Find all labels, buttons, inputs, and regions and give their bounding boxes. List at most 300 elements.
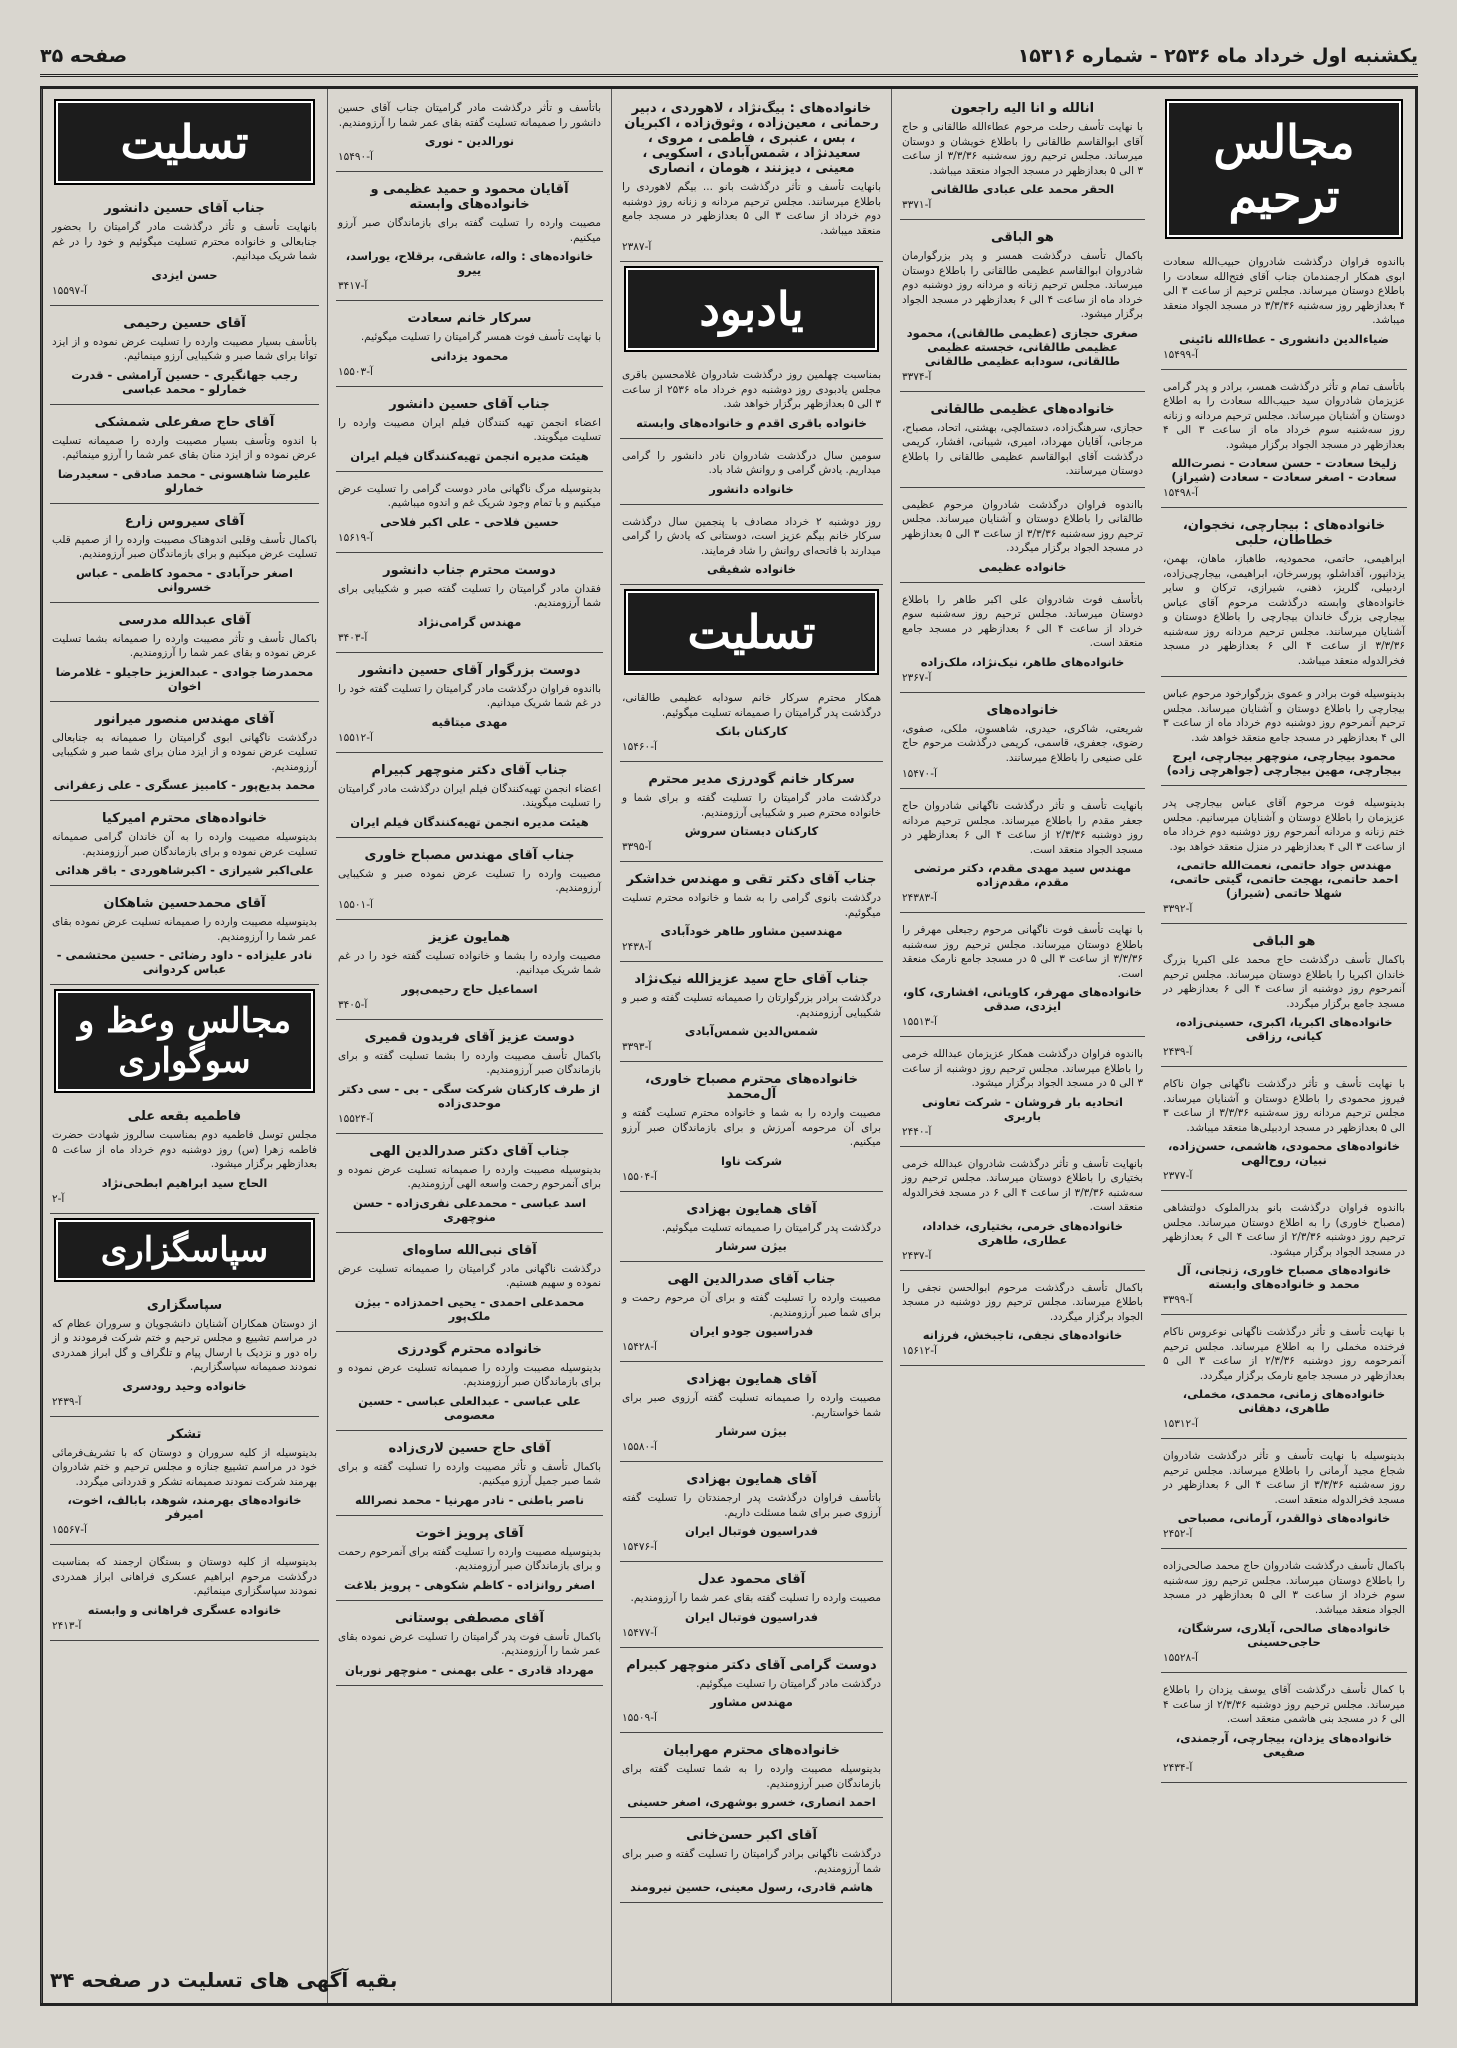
notice-text: بانهایت تأسف و تأثر درگذشت ناگهانی شادروان حاج جعفر مقدم را باطلاع میرساند. مجلس ترحیم مردانه روز دوشنبه ۲/۳/۳۶ از ساعت ۴ الی ۶ بعدازظهر در مسجد الجواد منعقد است. xyxy=(902,800,1143,856)
notice-code: آ-۱۵۵۱۳ xyxy=(902,1016,937,1028)
notice-heading: جناب آقای مهندس مصباح خاوری xyxy=(364,847,575,863)
notice-item xyxy=(900,587,1145,693)
notice-heading: آقای همایون بهزادی xyxy=(686,1372,817,1387)
notice-item xyxy=(50,310,319,405)
notice-text: باتأسف تمام و تأثر درگذشت همسر، برادر و پدر گرامی عزیزمان شادروان سید حبیب‌الله سعادت را به اطلاع دوستان و آشنایان میرساند. مجلس ترحیم مردانه و زنانه روز سه‌شنبه سوم خرداد ماه از ساعت ۳ الی ۴ بعدازظهر در مسجد الجواد برگزار میشود. xyxy=(1163,380,1405,451)
column-4 xyxy=(327,89,611,2003)
notice-code: آ-۳۴۱۷ xyxy=(338,280,368,292)
banner-tasliat-center: تسلیت xyxy=(624,589,879,675)
notice-item xyxy=(620,766,883,862)
notice-text: بدینوسیله مصیبت وارده را صمیمانه تسلیت عرض نموده و برای بازماندگان صبر آرزومندیم. xyxy=(338,1361,601,1388)
notice-text: مصیبت وارده را تسلیت گفته برای بازماندگان صبر آرزو میکنیم. xyxy=(338,217,601,244)
notice-heading: سرکار خانم گودرزی مدیر محترم xyxy=(648,772,855,787)
notice-item xyxy=(50,890,319,985)
banner-sepasgozari: سپاسگزاری xyxy=(54,1218,315,1282)
notice-signature: محمد بدیع‌پور - کامبیز عسگری - علی زعفرانی xyxy=(53,778,316,792)
notice-heading: آقای محمدحسین شاهکان xyxy=(103,896,266,911)
notice-text: بااندوه فراوان درگذشت بانو بدرالملوک دولتشاهی (مصباح خاوری) را به اطلاع دوستان میرساند. مجلس ترحیم روز دوشنبه ۲/۳/۳۶ از ساعت ۴ الی ۶ بعدازظهر در مسجد الجواد برگزار میشود. xyxy=(1163,1202,1405,1258)
notice-text: درگذشت بانوی گرامی را به شما و خانواده محترم تسلیت میگوئیم. xyxy=(622,892,881,919)
notice-item xyxy=(1161,249,1407,370)
notice-code: آ-۲۳۷۷ xyxy=(1163,1170,1193,1182)
notice-item xyxy=(900,1151,1145,1271)
notices-col5b xyxy=(50,1103,319,1214)
notice-item xyxy=(50,1549,319,1641)
notice-code: آ-۳۳۷۱ xyxy=(902,199,932,211)
notice-item xyxy=(336,1435,603,1516)
notice-text: مصیبت وارده را تسلیت عرض نموده صبر و شکیبایی آرزومندیم. xyxy=(338,867,601,894)
notice-text: بدینوسیله مصیبت وارده را صمیمانه تسلیت عرض نموده بقای عمر شما را آرزومندیم. xyxy=(52,916,317,943)
notice-item xyxy=(900,492,1145,583)
notice-item xyxy=(336,1605,603,1686)
notice-heading: آقای سیروس زارع xyxy=(124,513,245,529)
notice-text: درگذشت مادر گرامیتان را تسلیت میگوئیم. xyxy=(696,1677,881,1690)
notice-item xyxy=(1161,1071,1407,1191)
column-3 xyxy=(611,89,891,2003)
notice-signature: خانواده‌های نجفی، تاجبخش، فرزانه xyxy=(922,1328,1123,1342)
notice-heading: هو الباقی xyxy=(991,230,1054,245)
notice-text: حجازی، سرهنگ‌زاده، دستمالچی، بهشتی، اتحاد، مصباح، مرجانی، آقایان مهرداد، امیری، شیبانی، افشار، کریمی درگذشت آقای ابوالقاسم عظیمی طالقانی را باطلاع دوستان میرسانند. xyxy=(902,421,1143,477)
notice-text: با نهایت تأسف فوت همسر گرامیتان را تسلیت میگوئیم. xyxy=(360,331,601,343)
notice-item xyxy=(336,924,603,1020)
notice-item xyxy=(336,842,603,920)
notice-text: با نهایت تأسف و تأثر درگذشت ناگهانی جوان ناکام فیروز محمودی را باطلاع دوستان و آشنایان میرساند. مجلس ترحیم مردانه روز سه‌شنبه ۳/۳/۳۶ از ساعت ۳ الی ۵ بعدازظهر در مسجد اردبیلی‌ها منعقد میباشد. xyxy=(1163,1078,1405,1134)
notice-heading: آقای مصطفی بوستانی xyxy=(395,1610,544,1626)
notice-signature: ناصر باطنی - نادر مهرنیا - محمد نصرالله xyxy=(354,1492,585,1507)
notice-text: از دوستان همکاران آشنایان دانشجویان و سروران عظام که در مراسم تشییع و مجلس ترحیم و ختم شرکت فرمودند و از راه دور و نزدیک با ارسال پیام و تلگراف و گل ابراز همدردی نمودند صمیمانه سپاسگزاریم. xyxy=(52,1317,317,1373)
notice-signature: اسماعیل حاج رحیمی‌پور xyxy=(401,981,538,996)
notice-item xyxy=(620,1652,883,1734)
notice-signature: هیئت مدیره انجمن تهیه‌کنندگان فیلم ایران xyxy=(350,814,589,829)
notice-text: بدینوسیله مرگ ناگهانی مادر دوست گرامی را تسلیت عرض میکنیم و با تمام وجود شریک غم و اندوه میباشیم. xyxy=(338,482,601,509)
notice-text: با نهایت تأسف رحلت مرحوم عطاء‌الله طالقانی و حاج آقای ابوالقاسم طالقانی را باطلاع خویشان و دوستان میرساند. مجلس ترحیم روز سه‌شنبه ۳/۳/۳۶ از ساعت ۳ الی ۵ بعدازظهر در مسجد الجواد منعقد میباشد. xyxy=(902,121,1143,177)
notice-code: آ-۱۵۵۲۸ xyxy=(1163,1652,1198,1664)
notice-item xyxy=(336,95,603,172)
notice-item xyxy=(620,1466,883,1562)
notice-heading: جناب آقای دکتر منوچهر کبیرام xyxy=(371,762,568,778)
banner-yadbood: یادبود xyxy=(624,266,879,352)
notice-code: آ-۱۵۶۱۹ xyxy=(338,531,373,544)
notice-code: آ-۱۵۵۶۷ xyxy=(52,1524,87,1536)
notice-signature: اصغر حرآبادی - محمود کاظمی - عباس خسروانی xyxy=(76,565,293,594)
notice-signature: خانواده دانشور xyxy=(709,481,794,496)
notice-text: فقدان مادر گرامیتان را تسلیت گفته صبر و شکیبایی برای شما آرزومندیم. xyxy=(338,582,601,609)
notice-text: بدینوسیله مصیبت وارده را تسلیت گفته برای آنمرحوم رحمت و برای بازماندگان صبر آرزومندیم. xyxy=(338,1545,601,1572)
notice-code: آ-۱۵۴۹۹ xyxy=(1163,348,1198,361)
page-number: صفحه ۳۵ xyxy=(40,45,128,67)
notice-heading: دوست گرامی آقای دکتر منوچهر کبیرام xyxy=(626,1657,877,1673)
notice-item xyxy=(336,557,603,653)
notice-item xyxy=(336,1138,603,1233)
notice-signature: خانواده باقری اقدم و خانواده‌های وابسته xyxy=(636,415,867,430)
notice-signature: الحاج سید ابراهیم ابطحی‌نژاد xyxy=(101,1175,268,1190)
notice-text: باکمال تأسف درگذشت حاج محمد علی اکبریا بزرگ خاندان اکبریا را باطلاع دوستان میرساند. مجلس ترحیم آنمرحوم روز دوشنبه از ساعت ۴ الی ۶ بعدازظهر در مسجد جامع برگزار میگردد. xyxy=(1163,954,1406,1010)
notice-signature: محمدرضا جوادی - عبدالعزیز حاجیلو - غلامرضا اخوان xyxy=(55,664,314,693)
notice-heading: خانواده‌های عظیمی طالقانی xyxy=(930,401,1115,417)
notice-heading: آقای حاج صفرعلی شمشکی xyxy=(94,414,275,430)
notice-text: مجلس توسل فاطمیه دوم بمناسبت سالروز شهادت حضرت فاطمه زهرا (س) روز دوشنبه دوم خرداد ماه از ساعت ۵ بعدازظهر برگزار میشود. xyxy=(52,1129,317,1170)
notice-heading: دوست بزرگوار آقای حسین دانشور xyxy=(358,662,581,678)
notice-heading: دوست عزیز آقای فریدون قمیری xyxy=(364,1029,575,1045)
banner-tasliat-left: تسلیت xyxy=(54,99,315,185)
notice-text: باکمال تأسف درگذشت همسر و پدر بزرگوارمان شادروان ابوالقاسم عظیمی طالقانی را باطلاع دوستان میرساند. مجلس ترحیم زنانه و مردانه روز دوشنبه دوم خرداد ماه از ساعت ۴ الی ۶ بعدازظهر در مسجد الجواد برگزار میشود. xyxy=(902,250,1143,320)
notice-text: بدینوسیله فوت برادر و عموی بزرگوارخود مرحوم عباس بیجارچی را باطلاع دوستان و آشنایان میرساند. مجلس ترحیم آنمرحوم روز دوشنبه دوم خرداد ماه از ساعت ۳ الی ۴ بعدازظهر در مسجد جامع منعقد خواهد شد. xyxy=(1163,688,1405,744)
notice-signature: مهندس جواد حاتمی، نعمت‌الله حاتمی، احمد حاتمی، بهجت حاتمی، گیتی حاتمی، شهلا حاتمی (شیراز) xyxy=(1169,858,1399,900)
notice-item xyxy=(620,1066,883,1192)
notice-signature: محمدعلی احمدی - یحیی احمدزاده - بیژن ملک‌پور xyxy=(354,1294,585,1323)
notice-item xyxy=(50,805,319,886)
notice-signature: فدراسیون فوتبال ایران xyxy=(685,1609,818,1624)
notice-code: آ-۱۵۵۲۴ xyxy=(338,1112,373,1125)
notice-text: سومین سال درگذشت شادروان نادر دانشور را گرامی میداریم. یادش گرامی و روانش شاد باد. xyxy=(622,449,881,476)
notice-heading: خانواده‌های محترم مهرابیان xyxy=(663,1743,840,1758)
notice-code: آ-۲۴۳۹ xyxy=(52,1395,82,1408)
notice-item xyxy=(1161,928,1407,1067)
notice-item xyxy=(50,1421,319,1546)
notice-text: بدینوسیله با نهایت تأسف و تأثر درگذشت شادروان شجاع مجید آرمانی را باطلاع میرساند. مجلس ترحیم روز سه‌شنبه ۳/۳/۳۶ از ساعت ۴ الی ۶ بعدازظهر در مسجد فخرالدوله منعقد است. xyxy=(1163,1450,1406,1506)
notice-signature: خانواده عسگری فراهانی و وابسته xyxy=(87,1602,282,1617)
notice-text: باکمال تأسف فوت پدر گرامیتان را تسلیت عرض نموده بقای عمر شما را آرزومندیم. xyxy=(338,1630,601,1657)
notice-text: ابراهیمی، حاتمی، محمودیه، طاهباز، ماهان، بهمن، یزدانپور، آقداشلو، پورسرخان، ابراهیمی، بیجارچی‌زاده، اردبیلی، گلریز، ذهنی، شیرازی، ترکان و سایر خانواده‌های وابسته درگذشت مرحوم آقای عباس بیجارچی بزرگ خاندان بیجارچی را باطلاع دوستان و آشنایان میرسانند. مجلس ترحیم مردانه روز سه‌شنبه ۳/۳/۳۶ از ساعت ۴ الی ۶ بعدازظهر در مسجد فخرالدوله منعقد میباشد. xyxy=(1163,553,1405,667)
notice-item xyxy=(900,697,1145,790)
notice-text: باکمال تأسف مصیبت وارده را بشما تسلیت گفته و برای بازماندگان صبر آرزومندیم. xyxy=(338,1049,601,1076)
notice-item xyxy=(336,176,603,301)
notice-text: بااندوه فراوان درگذشت شادروان حبیب‌الله سعادت ابوی همکار ارجمندمان جناب آقای فتح‌الله سعادت را باطلاع دوستان میرساند. مجلس ترحیم از ساعت ۳ الی ۴ بعدازظهر روز سه‌شنبه ۳/۳/۳۶ در مسجد الجواد منعقد میباشد. xyxy=(1163,256,1405,326)
notice-text: با نهایت تأسف و تأثر درگذشت ناگهانی نوعروس ناکام فرخنده مخملی را به اطلاع میرساند. مجلس ترحیم آنمرحومه روز دوشنبه ۲/۳/۳۶ از ساعت ۳ الی ۵ بعدازظهر در مسجد جامع نارمک برگزار میگردد. xyxy=(1163,1326,1406,1382)
notice-code: آ-۲۴۱۳ xyxy=(52,1619,82,1632)
notice-heading: خانواده‌های محترم امیرکیا xyxy=(102,811,267,826)
notice-item xyxy=(900,95,1145,220)
notices-col2 xyxy=(900,95,1145,1366)
notice-code: آ-۱۵۵۰۴ xyxy=(622,1170,657,1183)
notice-signature: مهندس سید مهدی مقدم، دکتر مرتضی مقدم، مقدم‌زاده xyxy=(913,861,1132,889)
notice-heading: آقای عبدالله مدرسی xyxy=(118,612,251,628)
notice-signature: محمود یزدانی xyxy=(430,348,509,363)
notice-text: باکمال تأسف و تأثر مصیبت وارده را صمیمانه بشما تسلیت عرض نموده و بقای عمر شما را آرزومندیم. xyxy=(52,632,317,659)
notice-code: آ-۱۵۴۹۰ xyxy=(338,151,373,163)
notice-item xyxy=(620,509,883,586)
notice-heading: آقای همایون بهزادی xyxy=(686,1472,817,1487)
notice-signature: خانواده‌های زمانی، محمدی، مخملی، طاهری، دهقانی xyxy=(1182,1387,1386,1415)
notice-code: آ-۱۵۵۹۷ xyxy=(52,284,87,297)
notice-signature: خانواده‌های صالحی، آیلاری، سرشگان، حاجی‌حسینی xyxy=(1177,1621,1391,1649)
notice-code: آ-۲۴۳۸ xyxy=(622,941,652,953)
notice-text: با اندوه وتأسف بسیار مصیبت وارده را صمیمانه تسلیت عرض نموده و از ایزد منان بقای عمر شما را آرزو مینمائیم. xyxy=(52,434,317,461)
notice-heading: سرکار خانم سعادت xyxy=(407,311,532,326)
notice-signature: بیژن سرشار xyxy=(716,1424,787,1438)
banner-majales-vaz: مجالس وعظ و سوگواری xyxy=(54,989,315,1093)
notice-item xyxy=(620,1196,883,1263)
notice-item xyxy=(336,1237,603,1332)
notice-signature: خانواده شفیقی xyxy=(707,562,796,576)
notice-heading: آقای حاج حسین لاری‌زاده xyxy=(388,1440,551,1456)
notice-heading: خانواده‌های : بیگ‌نژاد ، لاهوردی ، دبیر رحمانی ، معین‌زاده ، وثوق‌زاده ، اکبریان ، بس ، عنبری ، فاطمی ، مروی ، سعیدنژاد ، شمس‌آبادی ، اسکویی ، معینی ، دیزنند ، هومان ، انصاری xyxy=(624,101,879,176)
notice-heading: سپاسگزاری xyxy=(146,1297,223,1313)
notice-signature: حسن ایزدی xyxy=(151,267,218,282)
notice-item xyxy=(620,1366,883,1462)
notice-item xyxy=(900,917,1145,1037)
notice-signature: الحقر محمد علی عبادی طالقانی xyxy=(930,182,1115,196)
column-5 xyxy=(41,89,327,2003)
notices-col5c xyxy=(50,1292,319,1641)
notices-col3b xyxy=(620,362,883,585)
notice-text: باکمال تأسف درگذشت شادروان حاج محمد صالحی‌زاده را باطلاع دوستان میرساند. مجلس ترحیم روز سه‌شنبه سوم خرداد از ساعت ۳ الی ۵ بعدازظهر در مسجد الجواد منعقد میباشد. xyxy=(1163,1560,1406,1616)
notice-heading: خانواده‌های محترم مصباح خاوری، آل‌محمد xyxy=(645,1072,858,1102)
notice-signature: مهرداد قادری - علی بهمنی - منوچهر نوربان xyxy=(345,1662,594,1677)
notice-heading: جناب آقای دکتر صدرالدین الهی xyxy=(369,1143,570,1159)
notice-item xyxy=(50,1103,319,1214)
notice-text: بدینوسیله از کلیه دوستان و بستگان ارجمند که بمناسبت درگذشت مرحوم ابراهیم عسکری فراهانی ابراز همدردی نمودند سپاسگزاری مینمائیم. xyxy=(52,1556,317,1597)
notice-text: بااندوه فراوان درگذشت همکار عزیزمان عبدالله خرمی را باطلاع میرساند. مجلس ترحیم روز دوشنبه از ساعت ۳ الی ۵ در مسجد الجواد برگزار میشود. xyxy=(902,1048,1143,1089)
notice-heading: انالله و انا الیه راجعون xyxy=(950,101,1095,116)
notice-signature: کارکنان بانک xyxy=(715,724,788,738)
notice-text: بدینوسیله مصیبت وارده را صمیمانه تسلیت عرض نموده و برای آنمرحوم رحمت واسعه الهی آرزومندیم. xyxy=(338,1163,601,1190)
notice-signature: از طرف کارکنان شرکت سگی - بی - سی دکتر موحدی‌زاده xyxy=(339,1081,600,1110)
notice-signature: اصغر روانزاده - کاظم شکوهی - پرویز بلاغت xyxy=(344,1577,595,1592)
notice-heading: آقای اکبر حسن‌خانی xyxy=(686,1828,817,1843)
notice-text: درگذشت مادر گرامیتان را تسلیت گفته و برای شما و خانواده محترم صبر و شکیبایی آرزومندیم. xyxy=(622,792,881,819)
notice-heading: خانواده‌های xyxy=(986,702,1059,718)
notice-text: اعضاء انجمن تهیه‌کنندگان فیلم ایران درگذشت مادر گرامیتان را تسلیت میگویند. xyxy=(338,782,601,809)
notice-item xyxy=(900,396,1145,488)
notice-code: آ-۳۳۹۲ xyxy=(1163,903,1193,915)
notice-heading: آقای همایون بهزادی xyxy=(686,1201,817,1217)
notice-code: آ-۲۳۸۷ xyxy=(622,241,652,253)
notice-code: آ-۲۴۳۴ xyxy=(1163,1761,1193,1774)
notice-code: آ-۱۵۴۷۰ xyxy=(902,768,937,780)
notice-signature: محمود بیجارچی، منوچهر بیجارچی، ایرج بیجارچی، مهین بیجارچی (جواهرچی زاده) xyxy=(1166,749,1402,777)
notice-code: آ-۳۴۰۵ xyxy=(338,998,368,1011)
notice-signature: علیرضا شاهسونی - محمد صادقی - سعیدرضا خمارلو xyxy=(57,466,312,495)
notice-code: آ-۲۴۳۷ xyxy=(902,1249,932,1262)
notice-text: مصیبت وارده را تسلیت گفته و برای آن مرحوم رحمت و برای شما صبر آرزومندیم. xyxy=(622,1292,881,1319)
notice-code: آ-۱۵۴۲۸ xyxy=(622,1341,657,1353)
notice-item xyxy=(1161,1677,1407,1783)
page-frame xyxy=(40,86,1418,2006)
notice-signature: خانواده‌های بهرمند، شوهد، بابالف، اخوت، امیرفر xyxy=(67,1493,302,1521)
notices-col1 xyxy=(1161,249,1407,1783)
notice-code: آ-۲۴۳۹ xyxy=(1163,1046,1193,1058)
notice-item xyxy=(50,409,319,504)
notice-item xyxy=(620,966,883,1062)
notice-item xyxy=(50,607,319,702)
notice-signature: حسین فلاحی - علی اکبر فلاحی xyxy=(380,514,559,529)
notice-code: آ-۱۵۵۰۳ xyxy=(338,365,373,378)
notice-signature: خانواده‌های ذوالقدر، آرمانی، مصباحی xyxy=(1177,1511,1391,1525)
notice-heading: آقای مهندس منصور میرانور xyxy=(95,711,274,727)
notice-item xyxy=(1161,1443,1407,1549)
notices-col3a xyxy=(620,95,883,262)
notice-item xyxy=(620,685,883,762)
notice-text: درگذشت ناگهانی برادر گرامیتان را تسلیت گفته و صبر برای شما آرزومندیم. xyxy=(622,1848,881,1875)
notice-heading: جناب آقای حسین دانشور xyxy=(389,396,550,412)
notice-item xyxy=(50,195,319,306)
notice-item xyxy=(336,305,603,387)
notice-text: با کمال تأسف درگذشت آقای یوسف یزدان را باطلاع میرساند. مجلس ترحیم روز دوشنبه ۲/۳/۳۶ از ساعت ۴ الی ۶ در مسجد بنی هاشمی منعقد است. xyxy=(1163,1684,1405,1725)
notice-text: باتأسف و تأثر درگذشت مادر گرامیتان جناب آقای حسین دانشور را صمیمانه تسلیت گفته بقای عمر شما را آرزومندیم. xyxy=(338,102,601,129)
notice-code: آ-۳۳۹۹ xyxy=(1163,1294,1193,1306)
notice-heading: جناب آقای دکتر تقی و مهندس خداشکر xyxy=(626,872,877,887)
notice-signature: هیئت مدیره انجمن تهیه‌کنندگان فیلم ایران xyxy=(350,448,589,463)
notice-text: بانهایت تأسف و تأثر درگذشت بانو ... بیگم لاهوردی را باطلاع میرسانند. مجلس ترحیم مردانه و زنانه روز دوشنبه دوم خرداد از ساعت ۳ الی ۵ بعدازظهر در مسجد جامع منعقد میباشد. xyxy=(622,181,881,237)
notice-signature: اسد عباسی - محمدعلی نفری‌زاده - حسن منوچهری xyxy=(352,1195,587,1224)
notice-code: آ-۱۵۵۰۹ xyxy=(622,1712,657,1724)
notice-signature: بیژن سرشار xyxy=(716,1239,787,1253)
notice-heading: آقای محمود عدل xyxy=(697,1572,806,1587)
notice-code: آ-۲ xyxy=(52,1192,65,1205)
page-header xyxy=(40,38,1418,77)
notice-code: آ-۱۵۳۱۲ xyxy=(1163,1418,1198,1430)
notices-col4 xyxy=(336,95,603,1686)
notice-signature: نادر علیزاده - داود رضائی - حسین محتشمی - عباس کردوانی xyxy=(56,948,313,976)
notice-code: آ-۱۵۴۷۷ xyxy=(622,1626,657,1639)
notice-code: آ-۲۴۴۰ xyxy=(902,1125,932,1138)
notice-text: باتأسف بسیار مصیبت وارده را تسلیت عرض نموده و از ایزد توانا برای شما صبر و شکیبایی آرزو مینمائیم. xyxy=(52,335,317,362)
notice-heading: تشکر xyxy=(167,1426,202,1442)
notice-text: بانهایت تأسف و تأثر درگذشت شادروان عبدالله خرمی بختیاری را باطلاع دوستان میرساند. مجلس ترحیم روز سه‌شنبه ۳/۳/۳۶ از ساعت ۴ الی ۶ در مسجد فخرالدوله منعقد است. xyxy=(902,1157,1144,1213)
notice-item xyxy=(1161,1195,1407,1315)
notice-text: مصیبت وارده را تسلیت گفته بقای عمر شما را آرزومندیم. xyxy=(630,1592,881,1604)
notice-code: آ-۲۳۶۷ xyxy=(902,671,932,684)
notice-heading: جناب آقای حسین دانشور xyxy=(104,201,265,216)
notice-item xyxy=(1161,374,1407,509)
notice-text: مصیبت وارده را بشما و خانواده تسلیت گفته خود را در غم شما شریک میدانیم. xyxy=(338,949,601,976)
notice-text: باتأسف فوت شادروان علی اکبر طاهر را باطلاع دوستان میرساند. مجلس ترحیم روز سه‌شنبه سوم خرداد از ساعت ۴ الی ۶ بعدازظهر در مسجد جامع منعقد است. xyxy=(902,593,1144,649)
notice-signature: هاشم قادری، رسول معینی، حسین نیرومند xyxy=(630,1880,873,1894)
notice-text: باتأسف فراوان درگذشت پدر ارجمندتان را تسلیت گفته آرزوی صبر برای شما مسئلت داریم. xyxy=(622,1492,881,1519)
notice-item xyxy=(1161,790,1407,924)
notice-signature: خانواده‌های : واله، عاشقی، برقلاح، یوراسد، ییرو xyxy=(345,249,594,277)
notice-code: آ-۲۴۵۲ xyxy=(1163,1528,1193,1540)
banner-majales-tarhim: مجالس ترحیم xyxy=(1165,99,1403,239)
notice-text: مصیبت وارده را به شما و خانواده محترم تسلیت گفته و برای آن مرحومه آمرزش و برای بازماندگان صبر آرزو میکنیم. xyxy=(622,1107,881,1148)
notice-signature: زلیخا سعادت - حسن سعادت - نصرت‌الله سعادت - اصغر سعادت - سعادت (شیراز) xyxy=(1171,456,1397,484)
notice-item xyxy=(50,1292,319,1417)
notice-item xyxy=(620,1822,883,1903)
notices-col5a xyxy=(50,195,319,985)
notice-heading: دوست محترم جناب دانشور xyxy=(383,562,556,578)
notice-code: آ-۱۵۵۱۲ xyxy=(338,731,373,744)
notice-text: بدینوسیله مصیبت وارده را به آن خاندان گرامی صمیمانه تسلیت عرض نموده و برای بازماندگان صبر آرزومندیم. xyxy=(52,831,317,858)
notice-signature: ضیاءالدین دانشوری - عطاءالله نائینی xyxy=(1179,331,1389,346)
notice-signature: فدراسیون فوتبال ایران xyxy=(685,1524,818,1538)
notice-text: درگذشت ناگهانی مادر گرامیتان را صمیمانه تسلیت عرض نموده و سهیم هستیم. xyxy=(338,1262,601,1289)
notice-code: آ-۱۵۴۶۰ xyxy=(622,741,657,753)
notice-item xyxy=(336,657,603,753)
notice-text: بااندوه فراوان درگذشت شادروان مرحوم عظیمی طالقانی را باطلاع دوستان و آشنایان میرساند. مجلس ترحیم روز سه‌شنبه ۳/۳/۳۶ از ساعت ۳ الی ۵ بعدازظهر در مسجد الجواد برگزار میگردد. xyxy=(902,498,1143,554)
notice-signature: علی عباسی - عبدالعلی عباسی - حسین معصومی xyxy=(358,1393,581,1422)
notice-code: آ-۱۵۶۱۲ xyxy=(902,1345,937,1357)
notice-signature: مهندس مشاور xyxy=(710,1695,793,1709)
notice-item xyxy=(1161,1553,1407,1673)
notice-signature: خانواده‌های اکبریا، اکبری، حسینی‌زاده، کیانی، رزاقی xyxy=(1175,1015,1393,1043)
notice-signature: مهندسین مشاور طاهر خودآبادی xyxy=(660,924,843,938)
notice-code: آ-۳۳۹۵ xyxy=(622,841,652,853)
notice-heading: خانواده‌های : بیجارچی، نخجوان، خطاطان، حلبی xyxy=(1182,518,1386,548)
notice-signature: شرکت ناوا xyxy=(720,1153,783,1168)
notice-text: بدینوسیله از کلیه سروران و دوستان که با تشریف‌فرمائی خود در مراسم تشییع جنازه و مجلس ترحیم و ختم شادروان بهرمند شرکت نمودند صمیمانه تشکر و قدردانی میگردد. xyxy=(52,1446,317,1488)
notice-item xyxy=(620,1737,883,1818)
notice-item xyxy=(1161,512,1407,677)
notice-heading: هو الباقی xyxy=(1252,934,1316,949)
notice-item xyxy=(336,391,603,472)
notice-heading: آقای حسین رحیمی xyxy=(123,315,246,331)
notice-signature: شمس‌الدین شمس‌آبادی xyxy=(684,1024,819,1038)
notice-heading: همایون عزیز xyxy=(428,929,511,945)
notice-heading: آقای پرویز اخوت xyxy=(415,1525,524,1541)
notice-item xyxy=(50,508,319,603)
notice-text: باکمال تأسف و تأثر مصیبت وارده را تسلیت گفته و برای شما صبر جمیل آرزو میکنیم. xyxy=(338,1460,601,1487)
notices-col3c xyxy=(620,685,883,1903)
notice-text: با نهایت تأسف فوت ناگهانی مرحوم رجبعلی مهرفر را باطلاع دوستان میرساند. مجلس ترحیم روز سه‌شنبه ۳/۳/۳۶ از ساعت ۳ الی ۵ در مسجد جامع نارمک منعقد است. xyxy=(902,924,1144,980)
issue-date-line: یکشنبه اول خرداد ماه ۲۵۳۶ - شماره ۱۵۳۱۶ xyxy=(1017,45,1418,67)
notice-signature: علی‌اکبر شیرازی - اکبرشاهوردی - باقر هدائی xyxy=(55,863,314,877)
notice-signature: خانواده وحید رودسری xyxy=(122,1378,247,1393)
notice-signature: احمد انصاری، خسرو بوشهری، اصغر حسینی xyxy=(627,1795,876,1809)
notice-heading: فاطمیه بقعه علی xyxy=(127,1109,242,1124)
notice-item xyxy=(1161,1319,1407,1439)
notice-text: همکار محترم سرکار خانم سودابه عظیمی طالقانی، درگذشت پدر گرامیتان را صمیمانه تسلیت میگوئیم. xyxy=(622,692,881,719)
notice-code: آ-۲۴۳۸۳ xyxy=(902,892,937,904)
notice-code: آ-۳۴۰۳ xyxy=(338,631,368,644)
notice-item xyxy=(620,866,883,962)
notice-signature: رجب جهانگیری - حسین آرامشی - قدرت خمارلو - محمد عباسی xyxy=(71,367,298,396)
notice-code: آ-۱۵۴۷۶ xyxy=(622,1541,657,1553)
notice-text: بدینوسیله فوت مرحوم آقای عباس بیجارچی پدر عزیزمان را باطلاع دوستان و آشنایان میرسانیم. مجلس ختم زنانه و مردانه آنمرحوم روز دوشنبه دوم خرداد ماه از ساعت ۳ الی ۴ بعدازظهر در منزل منعقد خواهد بود. xyxy=(1163,797,1405,853)
column-2 xyxy=(891,89,1153,2003)
notice-heading: آقایان محمود و حمید عظیمی و خانواده‌های وابسته xyxy=(370,182,569,212)
notice-code: آ-۱۵۴۹۸ xyxy=(1163,487,1198,499)
newspaper-page xyxy=(20,8,1438,2040)
notice-signature: نورالدین - نوری xyxy=(424,134,515,148)
notice-item xyxy=(336,476,603,553)
notice-signature: اتحادیه بار فروشان - شرکت تعاونی باربری xyxy=(922,1094,1123,1123)
notice-item xyxy=(620,362,883,439)
notice-item xyxy=(620,1266,883,1362)
notice-item xyxy=(900,1041,1145,1147)
notice-signature: مهدی میتاقیه xyxy=(431,714,508,729)
notice-item xyxy=(1161,681,1407,786)
notice-signature: خانواده‌های خرمی، بختیاری، خداداد، عطاری، طاهری xyxy=(921,1218,1123,1247)
notice-heading: جناب آقای صدرالدین الهی xyxy=(667,1272,836,1287)
notice-text: شریعتی، شاکری، حیدری، شاهسون، ملکی، صفوی، رضوی، جعفری، قاسمی، کریمی درگذشت مرحوم حاج علی صنیعی را باطلاع میرسانند. xyxy=(902,722,1143,764)
notice-text: بمناسبت چهلمین روز درگذشت شادروان غلامحسین باقری مجلس یادبودی روز دوشنبه دوم خرداد ماه ۲۵۳۶ از ساعت ۳ الی ۵ بعدازظهر برگزار خواهد شد. xyxy=(622,369,881,410)
notice-text: باکمال تأسف وقلبی اندوهناک مصیبت وارده را از صمیم قلب تسلیت عرض میکنیم و برای بازماندگان صبر آرزومندیم. xyxy=(52,533,317,560)
notice-text: درگذشت پدر گرامیتان را صمیمانه تسلیت میگوئیم. xyxy=(661,1221,881,1234)
notice-text: بدینوسیله مصیبت وارده را به شما تسلیت گفته برای بازماندگان صبر آرزومندیم. xyxy=(622,1763,881,1790)
notice-signature: خانواده‌های محمودی، هاشمی، حسن‌زاده، نبیان، روح‌الهی xyxy=(1167,1139,1401,1167)
notice-heading: جناب آقای حاج سید عزیزالله نیک‌نژاد xyxy=(634,972,869,987)
notice-signature: خانواده‌های یزدان، بیجارچی، آرجمندی، صفیعی xyxy=(1175,1730,1393,1759)
notice-signature: خانواده عظیمی xyxy=(978,559,1067,574)
notice-signature: فدراسیون جودو ایران xyxy=(689,1324,814,1338)
notice-code: آ-۱۵۵۰۱ xyxy=(338,898,373,911)
notice-heading: آقای نبی‌الله ساوه‌ای xyxy=(402,1242,537,1258)
notice-code: آ-۱۵۵۸۰ xyxy=(622,1441,657,1453)
notice-item xyxy=(50,706,319,802)
notice-heading: خانواده محترم گودرزی xyxy=(397,1341,542,1357)
notice-item xyxy=(900,224,1145,392)
notice-text: بااندوه فراوان درگذشت مادر گرامیتان را تسلیت گفته خود را در غم شما شریک میدانیم. xyxy=(338,682,601,709)
notice-signature: کارکنان دبستان سروش xyxy=(684,824,819,838)
notice-signature: خانواده‌های مهرفر، کاویانی، افشاری، کاو، ایزدی، صدقی xyxy=(902,985,1143,1013)
notice-text: درگذشت ناگهانی ابوی گرامیتان را صمیمانه به جنابعالی تسلیت عرض نموده و از ایزد منان برای شما صبر و شکیبایی آرزومندیم. xyxy=(52,731,317,773)
notice-text: باکمال تأسف درگذشت مرحوم ابوالحسن نجفی را باطلاع میرساند. مجلس ترحیم روز دوشنبه در مسجد الجواد برگزار میگردد. xyxy=(902,1281,1143,1323)
notice-text: اعضاء انجمن تهیه کنندگان فیلم ایران مصیبت وارده را تسلیت میگویند. xyxy=(338,416,601,443)
notice-item xyxy=(620,95,883,262)
notice-signature: خانواده‌های مصباح خاوری، زنجانی، آل محمد و خانواده‌های وابسته xyxy=(1176,1263,1392,1291)
notice-text: بانهایت تأسف و تأثر درگذشت مادر گرامیتان را بحضور جنابعالی و خانواده محترم تسلیت میگوئیم و خود را در غم شما شریک میدانیم. xyxy=(52,221,317,262)
notice-item xyxy=(336,1520,603,1601)
